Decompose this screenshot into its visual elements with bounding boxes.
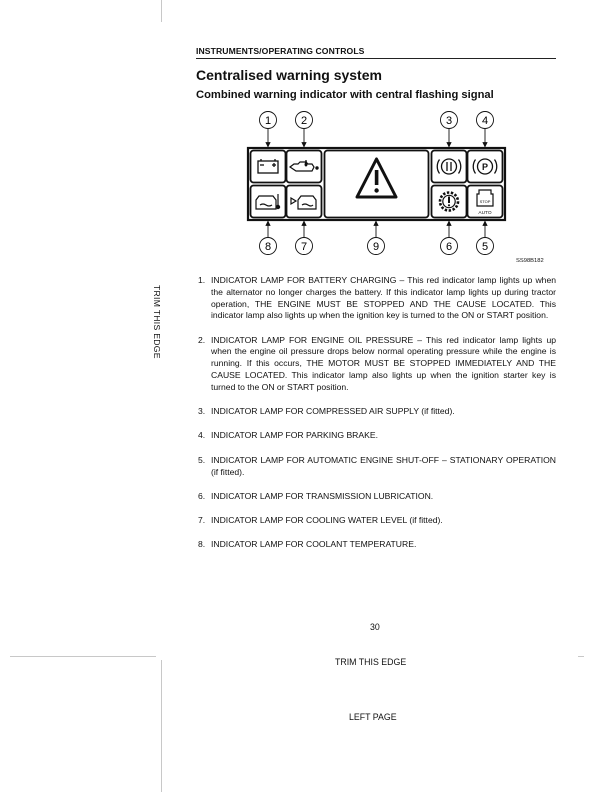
callout-3 (441, 112, 458, 129)
item-number: 8. (198, 539, 206, 550)
svg-text:4: 4 (481, 115, 489, 127)
svg-text:2: 2 (300, 115, 308, 127)
svg-text:7: 7 (300, 241, 308, 253)
section-header: INSTRUMENTS/OPERATING CONTROLS (196, 46, 365, 56)
svg-text:5: 5 (481, 241, 489, 253)
trim-edge-label: TRIM THIS EDGE (152, 285, 162, 359)
svg-text:6: 6 (445, 241, 453, 253)
callout-1 (260, 112, 277, 129)
item-number: 3. (198, 406, 206, 417)
list-item (198, 430, 556, 442)
item-number: 5. (198, 454, 206, 465)
warning-indicator-diagram (240, 108, 520, 260)
callout-8 (260, 238, 277, 255)
trim-line-horizontal (10, 656, 156, 657)
callout-9 (368, 238, 385, 255)
indicator-list (198, 275, 556, 564)
trim-edge-footer: TRIM THIS EDGE (335, 657, 407, 667)
item-number: 7. (198, 515, 206, 526)
item-text: INDICATOR LAMP FOR COOLANT TEMPERATURE. (211, 539, 417, 550)
callout-5 (477, 238, 494, 255)
figure-code: SS98B182 (516, 258, 544, 264)
svg-text:3: 3 (445, 115, 453, 127)
trim-line-bottom (161, 660, 162, 792)
svg-text:P: P (481, 162, 489, 172)
list-item (198, 515, 556, 527)
item-number: 4. (198, 430, 206, 441)
callout-7 (296, 238, 313, 255)
header-rule (196, 58, 556, 59)
callout-4 (477, 112, 494, 129)
item-text: INDICATOR LAMP FOR BATTERY CHARGING – This red indicator lamp lights up when the alternator no longer charges the battery. If this indicator lamp lights up during tractor operation, THE ENGINE MUST BE STOPPED AND THE CAUSE LOCATED. This indicator lamp also lights up when the ignition key is turned to the ON or START position. (211, 275, 556, 321)
item-number: 1. (198, 275, 206, 285)
item-number: 2. (198, 334, 206, 345)
svg-text:8: 8 (264, 241, 272, 253)
trim-mark-right (578, 656, 584, 657)
item-text: INDICATOR LAMP FOR TRANSMISSION LUBRICATION. (211, 490, 434, 501)
item-text: INDICATOR LAMP FOR PARKING BRAKE. (211, 430, 378, 441)
item-text: INDICATOR LAMP FOR COMPRESSED AIR SUPPLY (if fitted). (211, 406, 455, 417)
list-item (198, 539, 556, 551)
list-item (198, 406, 556, 418)
callout-2 (296, 112, 313, 129)
list-item (198, 491, 556, 503)
list-item (198, 455, 556, 479)
list-item (198, 275, 556, 322)
svg-text:9: 9 (372, 241, 380, 253)
list-item (198, 335, 556, 394)
page-number: 30 (370, 622, 380, 632)
item-number: 6. (198, 490, 206, 501)
svg-text:1: 1 (264, 115, 272, 127)
svg-text:STOP: STOP (479, 199, 491, 204)
page-title: Centralised warning system (196, 67, 382, 83)
trim-line-top (161, 0, 162, 22)
top-arrows (268, 129, 485, 147)
svg-text:AUTO: AUTO (478, 211, 492, 216)
item-text: INDICATOR LAMP FOR COOLING WATER LEVEL (if fitted). (211, 515, 443, 526)
callout-6 (441, 238, 458, 255)
left-page-label: LEFT PAGE (349, 712, 397, 722)
page-subtitle: Combined warning indicator with central flashing signal (196, 89, 494, 101)
bottom-arrows (268, 221, 485, 237)
item-text: INDICATOR LAMP FOR AUTOMATIC ENGINE SHUT-OFF – STATIONARY OPERATION (if fitted). (211, 454, 556, 477)
item-text: INDICATOR LAMP FOR ENGINE OIL PRESSURE – This red indicator lamp lights up when the engine oil pressure drops below normal operating pressure while the engine is running. If this occurs, THE MOTOR MUST BE STOPPED IMMEDIATELY AND THE CAUSE LOCATED. This indicator lamp also lights up when the ignition starter key is turned to the ON or START position. (211, 334, 556, 392)
tile-battery (251, 151, 286, 183)
